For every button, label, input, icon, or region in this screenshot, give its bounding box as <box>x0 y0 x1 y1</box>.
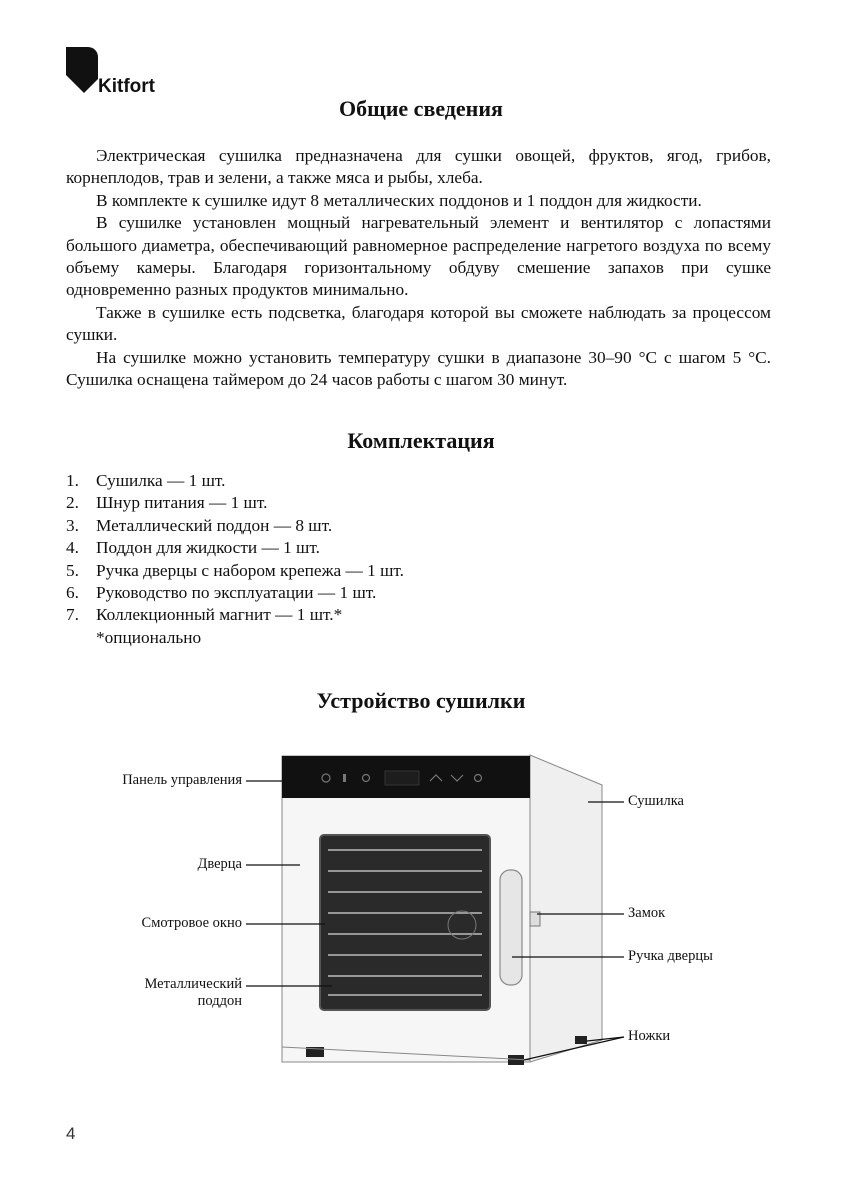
item-text: Коллекционный магнит — 1 шт.* <box>96 605 343 625</box>
list-item <box>66 582 404 604</box>
list-item <box>66 604 404 626</box>
list-item <box>66 492 404 514</box>
list-item <box>66 515 404 537</box>
kit-note: *опционально <box>96 627 202 647</box>
label-metal-tray: Металлический поддон <box>144 976 242 1009</box>
item-text: Ручка дверцы с набором крепежа — 1 шт. <box>96 560 404 580</box>
display-icon <box>385 771 419 785</box>
foot <box>575 1036 587 1044</box>
item-number: 3. <box>66 515 79 535</box>
item-number: 6. <box>66 583 79 603</box>
list-item <box>66 537 404 559</box>
dehydrator-illustration <box>0 740 842 1080</box>
item-number: 4. <box>66 538 79 558</box>
item-number: 5. <box>66 560 79 580</box>
light-icon <box>343 774 346 782</box>
label-door: Дверца <box>197 856 242 872</box>
list-item <box>66 560 404 582</box>
label-control-panel: Панель управления <box>122 772 242 788</box>
item-number: 1. <box>66 471 79 490</box>
label-viewing-window: Смотровое окно <box>141 915 242 931</box>
section-title-general: Общие сведения <box>339 96 503 121</box>
item-text: Поддон для жидкости — 1 шт. <box>96 538 320 558</box>
item-text: Шнур питания — 1 шт. <box>96 493 268 513</box>
item-number: 2. <box>66 493 79 513</box>
label-dryer: Сушилка <box>628 793 684 809</box>
kit-list <box>66 470 404 649</box>
paragraph: В сушилке установлен мощный нагревательный элемент и вентилятор с лопастями большого диаметра, обеспечивающий равномерное распределение нагретого воздуха по всему объему камеры. Благодаря горизонтальному обдуву смешение запахов при сушке одновременно разных продуктов минимально. <box>66 213 771 300</box>
viewing-window <box>320 835 490 1010</box>
paragraph: Также в сушилке есть подсветка, благодаря которой вы сможете наблюдать за процессом сушки. <box>66 302 771 345</box>
door-handle <box>500 870 522 985</box>
list-item <box>66 470 404 492</box>
page-number: 4 <box>66 1124 76 1143</box>
section-title-kit: Комплектация <box>347 428 495 453</box>
label-door-handle: Ручка дверцы <box>628 948 713 964</box>
label-feet: Ножки <box>628 1028 671 1044</box>
item-text: Сушилка — 1 шт. <box>96 471 226 490</box>
side-panel <box>530 755 602 1062</box>
item-number: 7. <box>66 605 79 625</box>
paragraph: Электрическая сушилка предназначена для сушки овощей, фруктов, ягод, грибов, корнеплодов, трав и зелени, а также мяса и рыбы, хлеба. <box>66 146 771 188</box>
item-text: Металлический поддон — 8 шт. <box>96 515 333 535</box>
label-lock: Замок <box>628 905 666 921</box>
paragraph: На сушилке можно установить температуру сушки в диапазоне 30–90 °С с шагом 5 °С. Сушилка оснащена таймером до 24 часов работы с шагом 30 минут. <box>66 347 771 390</box>
general-text <box>66 145 771 391</box>
brand-name: Kitfort <box>98 76 155 97</box>
section-title-device: Устройство сушилки <box>316 688 526 713</box>
paragraph: В комплекте к сушилке идут 8 металлических поддонов и 1 поддон для жидкости. <box>96 190 702 210</box>
item-text: Руководство по эксплуатации — 1 шт. <box>96 583 377 603</box>
